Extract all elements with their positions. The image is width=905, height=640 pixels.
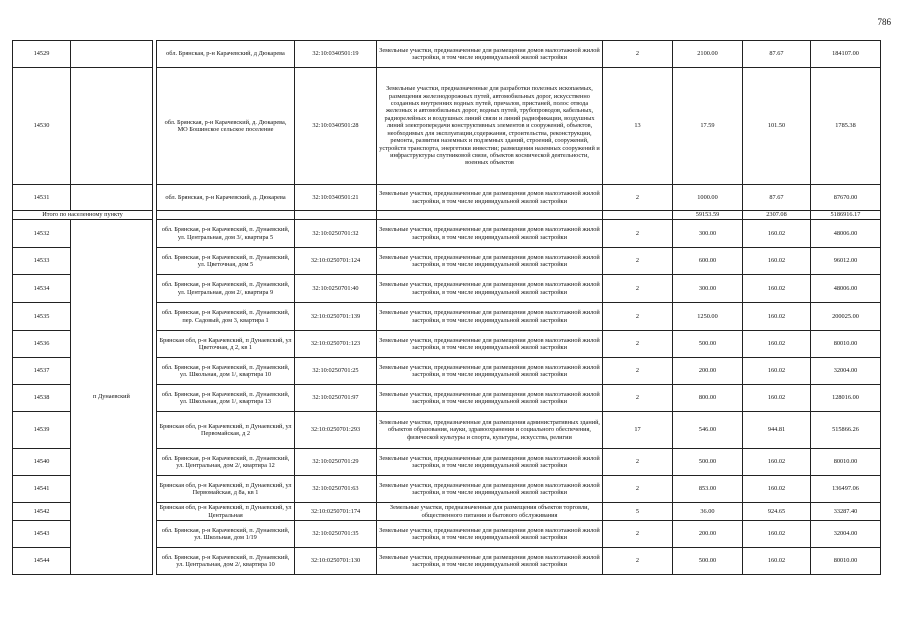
land-use-description: Земельные участки, предназначенные для размещения домов малоэтажной жилой застройки, в том числе индивидуальной жилой застройки	[377, 548, 603, 575]
row-number: 14542	[13, 503, 71, 521]
group-code: 2	[603, 548, 673, 575]
total-rate: 2307.08	[743, 211, 811, 220]
address-cell: обл. Брянская, р-н Карачевский, д. Дюкарева	[157, 185, 295, 211]
table-row	[13, 220, 881, 248]
land-use-description: Земельные участки, предназначенные для размещения домов малоэтажной жилой застройки, в том числе индивидуальной жилой застройки	[377, 275, 603, 303]
group-code: 13	[603, 68, 673, 185]
cadastral-number: 32:10:0250701:97	[295, 385, 377, 412]
area-value: 1250.00	[673, 303, 743, 331]
address-cell: Брянская обл, р-н Карачевский, п Дунаевский, ул Цветочная, д 2, кв 1	[157, 331, 295, 358]
rate-value: 160.02	[743, 358, 811, 385]
group-code: 17	[603, 412, 673, 449]
area-value: 1000.00	[673, 185, 743, 211]
table-row	[13, 185, 881, 211]
group-code: 2	[603, 385, 673, 412]
address-cell: обл. Брянская, р-н Карачевский, п. Дунаевский, ул. Центральная, дом 2/, квартира 9	[157, 275, 295, 303]
cadastral-number: 32:10:0250701:293	[295, 412, 377, 449]
row-number: 14533	[13, 248, 71, 275]
cadastral-number: 32:10:0250701:40	[295, 275, 377, 303]
row-number: 14541	[13, 476, 71, 503]
row-number: 14529	[13, 41, 71, 68]
rate-value: 160.02	[743, 548, 811, 575]
cadastral-value: 200025.00	[811, 303, 881, 331]
cadastral-value: 87670.00	[811, 185, 881, 211]
row-number: 14538	[13, 385, 71, 412]
rate-value: 944.81	[743, 412, 811, 449]
table-body	[13, 41, 881, 575]
address-cell: обл. Брянская, р-н Карачевский, п. Дунаевский, ул. Цветочная, дом 5	[157, 248, 295, 275]
cadastral-number: 32:10:0250701:29	[295, 449, 377, 476]
row-number: 14532	[13, 220, 71, 248]
rate-value: 87.67	[743, 41, 811, 68]
address-cell: Брянская обл, р-н Карачевский, п Дунаевский, ул Центральная	[157, 503, 295, 521]
cadastral-value: 128016.00	[811, 385, 881, 412]
total-area: 59153.59	[673, 211, 743, 220]
table-row	[13, 68, 881, 185]
area-value: 17.59	[673, 68, 743, 185]
rate-value: 160.02	[743, 248, 811, 275]
group-code: 2	[603, 476, 673, 503]
group-code: 5	[603, 503, 673, 521]
total-value: 5186916.17	[811, 211, 881, 220]
land-use-description: Земельные участки, предназначенные для размещения домов малоэтажной жилой застройки, в том числе индивидуальной жилой застройки	[377, 449, 603, 476]
cadastral-number: 32:10:0250701:124	[295, 248, 377, 275]
page-number: 786	[877, 17, 891, 27]
cadastral-value: 32004.00	[811, 358, 881, 385]
cadastral-value: 96012.00	[811, 248, 881, 275]
land-use-description	[377, 211, 603, 220]
address-cell: обл. Брянская, р-н Карачевский, п. Дунаевский, ул. Центральная, дом 3/, квартира 5	[157, 220, 295, 248]
land-use-description: Земельные участки, предназначенные для размещения домов малоэтажной жилой застройки, в том числе индивидуальной жилой застройки	[377, 303, 603, 331]
cadastral-number: 32:10:0340501:28	[295, 68, 377, 185]
area-value: 300.00	[673, 220, 743, 248]
group-code: 2	[603, 331, 673, 358]
land-use-description: Земельные участки, предназначенные для размещения домов малоэтажной жилой застройки, в том числе индивидуальной жилой застройки	[377, 331, 603, 358]
cadastral-value: 80010.00	[811, 331, 881, 358]
cadastral-number	[295, 211, 377, 220]
cadastral-number: 32:10:0250701:63	[295, 476, 377, 503]
land-use-description: Земельные участки, предназначенные для размещения административных зданий, объектов образования, науки, здравоохранения и социального обеспечения, физической культуры и спорта, культуры, искусства, религии	[377, 412, 603, 449]
group-code: 2	[603, 275, 673, 303]
cadastral-value: 32004.00	[811, 521, 881, 548]
row-number: 14536	[13, 331, 71, 358]
land-use-description: Земельные участки, предназначенные для размещения домов малоэтажной жилой застройки, в том числе индивидуальной жилой застройки	[377, 248, 603, 275]
settlement-name	[71, 68, 153, 185]
group-code: 2	[603, 303, 673, 331]
rate-value: 160.02	[743, 476, 811, 503]
address-cell: обл. Брянская, р-н Карачевский, п. Дунаевский, пер. Садовый, дом 3, квартира 1	[157, 303, 295, 331]
table-row	[13, 41, 881, 68]
group-code: 2	[603, 185, 673, 211]
address-cell: обл. Брянская, р-н Карачевский, п. Дунаевский, ул. Школьная, дом 1/19	[157, 521, 295, 548]
cadastral-value: 48006.00	[811, 275, 881, 303]
land-use-description: Земельные участки, предназначенные для размещения домов малоэтажной жилой застройки, в том числе индивидуальной жилой застройки	[377, 385, 603, 412]
rate-value: 160.02	[743, 331, 811, 358]
area-value: 500.00	[673, 548, 743, 575]
address-cell	[157, 211, 295, 220]
cadastral-value: 80010.00	[811, 449, 881, 476]
area-value: 2100.00	[673, 41, 743, 68]
land-registry-table	[12, 40, 881, 575]
address-cell: обл. Брянская, р-н Карачевский, п. Дунаевский, ул. Школьная, дом 1/, квартира 13	[157, 385, 295, 412]
row-number: 14534	[13, 275, 71, 303]
cadastral-value: 184107.00	[811, 41, 881, 68]
cadastral-value: 515866.26	[811, 412, 881, 449]
cadastral-number: 32:10:0340501:19	[295, 41, 377, 68]
land-use-description: Земельные участки, предназначенные для размещения домов малоэтажной жилой застройки, в том числе индивидуальной жилой застройки	[377, 476, 603, 503]
area-value: 853.00	[673, 476, 743, 503]
address-cell: обл. Брянская, р-н Карачевский, п. Дунаевский, ул. Центральная, дом 2/, квартира 12	[157, 449, 295, 476]
area-value: 36.00	[673, 503, 743, 521]
area-value: 200.00	[673, 358, 743, 385]
rate-value: 160.02	[743, 385, 811, 412]
address-cell: обл. Брянская, р-н Карачевский, д. Дюкарева, МО Бошинское сельское поселение	[157, 68, 295, 185]
row-number: 14531	[13, 185, 71, 211]
area-value: 200.00	[673, 521, 743, 548]
row-number: 14530	[13, 68, 71, 185]
row-number: 14544	[13, 548, 71, 575]
address-cell: обл. Брянская, р-н Карачевский, д Дюкарева	[157, 41, 295, 68]
rate-value: 924.65	[743, 503, 811, 521]
cadastral-number: 32:10:0250701:25	[295, 358, 377, 385]
group-code: 2	[603, 521, 673, 548]
group-code: 2	[603, 449, 673, 476]
total-label: Итого по населенному пункту	[13, 211, 153, 220]
group-code	[603, 211, 673, 220]
area-value: 300.00	[673, 275, 743, 303]
rate-value: 160.02	[743, 449, 811, 476]
settlement-name	[71, 41, 153, 68]
land-use-description: Земельные участки, предназначенные для разработки полезных ископаемых, размещения железнодорожных путей, автомобильных дорог, искусственно созданных внутренних водных путей, причалов, пристаней, полос отвода железных и автомобильных дорог, водных путей, трубопроводов, кабельных, радиорелейных и воздушных линий связи и линий радиофикации, воздушных линий электропередачи конструктивных элементов и сооружений, объектов, необходимых для эксплуатации,содержания, строительства, реконструкции, ремонта, развития наземных и подземных зданий, строений, сооружений, устройств транспорта, энергетики инвестии; размещения наземных сооружений и инфраструктуры спутниковой связи, объектов космической деятельности, военных объектов	[377, 68, 603, 185]
cadastral-number: 32:10:0250701:32	[295, 220, 377, 248]
cadastral-number: 32:10:0340501:21	[295, 185, 377, 211]
settlement-name: п Дунаевский	[71, 220, 153, 575]
group-code: 2	[603, 220, 673, 248]
area-value: 600.00	[673, 248, 743, 275]
group-code: 2	[603, 41, 673, 68]
address-cell: Брянская обл, р-н Карачевский, п Дунаевский, ул Первомайская, д 8а, кв 1	[157, 476, 295, 503]
land-use-description: Земельные участки, предназначенные для размещения домов малоэтажной жилой застройки, в том числе индивидуальной жилой застройки	[377, 41, 603, 68]
land-use-description: Земельные участки, предназначенные для размещения объектов торговли, общественного питания и бытового обслуживания	[377, 503, 603, 521]
address-cell: Брянская обл, р-н Карачевский, п Дунаевский, ул Первомайская, д 2	[157, 412, 295, 449]
rate-value: 160.02	[743, 220, 811, 248]
cadastral-value: 1785.38	[811, 68, 881, 185]
cadastral-number: 32:10:0250701:35	[295, 521, 377, 548]
rate-value: 87.67	[743, 185, 811, 211]
row-number: 14543	[13, 521, 71, 548]
area-value: 500.00	[673, 331, 743, 358]
address-cell: обл. Брянская, р-н Карачевский, п. Дунаевский, ул. Школьная, дом 1/, квартира 10	[157, 358, 295, 385]
group-code: 2	[603, 358, 673, 385]
area-value: 500.00	[673, 449, 743, 476]
cadastral-number: 32:10:0250701:139	[295, 303, 377, 331]
address-cell: обл. Брянская, р-н Карачевский, п. Дунаевский, ул. Центральная, дом 2/, квартира 10	[157, 548, 295, 575]
land-use-description: Земельные участки, предназначенные для размещения домов малоэтажной жилой застройки, в том числе индивидуальной жилой застройки	[377, 185, 603, 211]
row-number: 14540	[13, 449, 71, 476]
land-use-description: Земельные участки, предназначенные для размещения домов малоэтажной жилой застройки, в том числе индивидуальной жилой застройки	[377, 358, 603, 385]
cadastral-value: 48006.00	[811, 220, 881, 248]
settlement-name	[71, 185, 153, 211]
cadastral-value: 33287.40	[811, 503, 881, 521]
row-number: 14537	[13, 358, 71, 385]
rate-value: 160.02	[743, 303, 811, 331]
land-use-description: Земельные участки, предназначенные для размещения домов малоэтажной жилой застройки, в том числе индивидуальной жилой застройки	[377, 220, 603, 248]
area-value: 800.00	[673, 385, 743, 412]
group-code: 2	[603, 248, 673, 275]
area-value: 546.00	[673, 412, 743, 449]
rate-value: 160.02	[743, 275, 811, 303]
cadastral-value: 80010.00	[811, 548, 881, 575]
rate-value: 160.02	[743, 521, 811, 548]
land-use-description: Земельные участки, предназначенные для размещения домов малоэтажной жилой застройки, в том числе индивидуальной жилой застройки	[377, 521, 603, 548]
cadastral-value: 136497.06	[811, 476, 881, 503]
cadastral-number: 32:10:0250701:174	[295, 503, 377, 521]
cadastral-number: 32:10:0250701:123	[295, 331, 377, 358]
rate-value: 101.50	[743, 68, 811, 185]
row-number: 14535	[13, 303, 71, 331]
settlement-total-row	[13, 211, 881, 220]
cadastral-number: 32:10:0250701:130	[295, 548, 377, 575]
row-number: 14539	[13, 412, 71, 449]
